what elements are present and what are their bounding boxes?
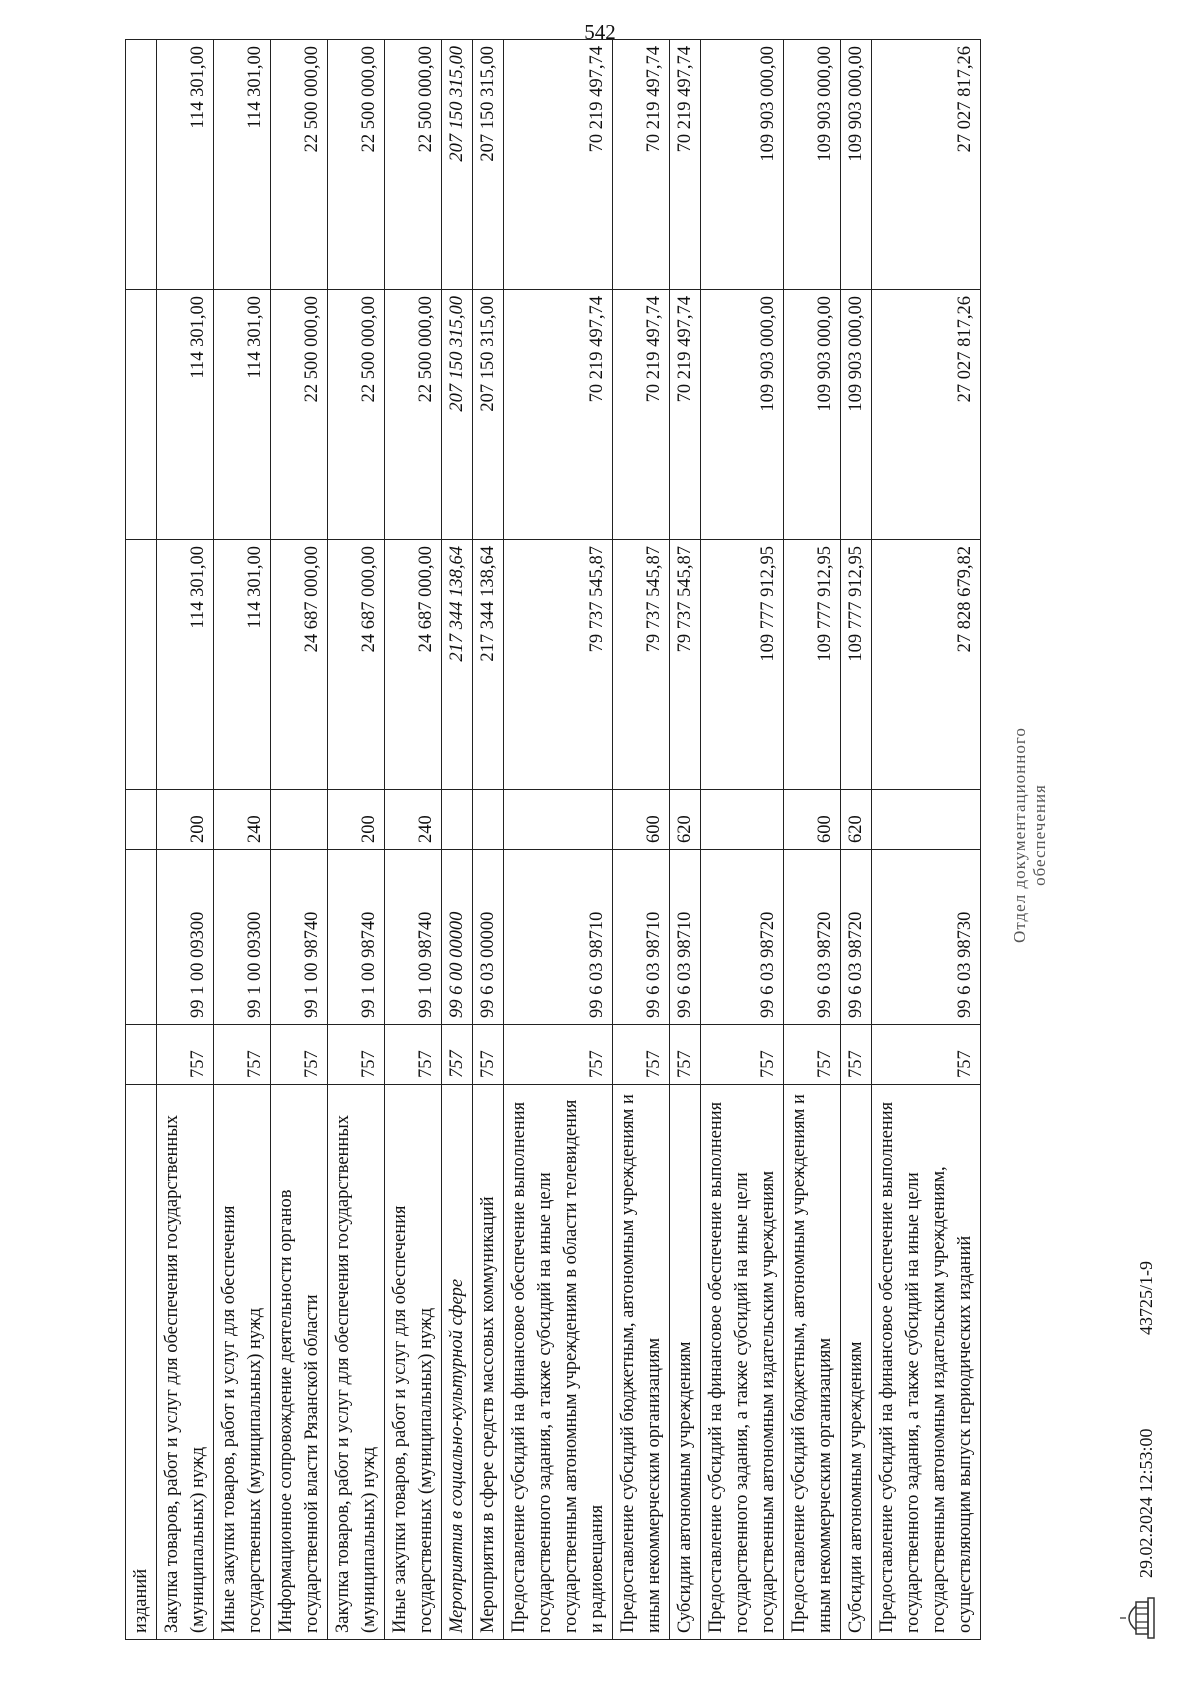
- cell-expense-type: 200: [328, 790, 385, 850]
- table-row: [473, 40, 504, 1640]
- table-row: [157, 40, 214, 1640]
- duma-logo-icon: [1118, 1596, 1158, 1640]
- cell-name: Информационное сопровождение деятельности органов государственной власти Рязанской области: [271, 1085, 328, 1640]
- table-row: [126, 40, 157, 1640]
- cell-expense-type: [126, 790, 157, 850]
- table-body: [126, 40, 981, 1640]
- cell-name: Предоставление субсидий на финансовое обеспечение выполнения государственного задания, а также субсидий на иные цели государственным автономным учреждениям в области телевидения и радиовещания: [504, 1085, 613, 1640]
- cell-target-article: 99 1 00 98740: [385, 850, 442, 1025]
- table-row: [214, 40, 271, 1640]
- cell-amount-3: 70 219 497,74: [670, 40, 701, 290]
- table-row: [670, 40, 701, 1640]
- table-row: [271, 40, 328, 1640]
- cell-amount-2: 109 903 000,00: [701, 290, 784, 540]
- cell-target-article: 99 6 03 98730: [872, 850, 981, 1025]
- cell-amount-1: 109 777 912,95: [784, 540, 841, 790]
- cell-target-article: 99 6 00 00000: [442, 850, 473, 1025]
- cell-amount-3: [126, 40, 157, 290]
- cell-name: Мероприятия в сфере средств массовых коммуникаций: [473, 1085, 504, 1640]
- cell-amount-1: [126, 540, 157, 790]
- cell-name: Предоставление субсидий на финансовое обеспечение выполнения государственного задания, а также субсидий на иные цели государственным автономным издательским учреждениям: [701, 1085, 784, 1640]
- cell-amount-3: 207 150 315,00: [442, 40, 473, 290]
- stamp-line-1: Отдел документационного: [1010, 727, 1029, 943]
- cell-amount-3: 27 027 817,26: [872, 40, 981, 290]
- table-row: [701, 40, 784, 1640]
- cell-ministry-code: 757: [214, 1025, 271, 1085]
- table-row: [328, 40, 385, 1640]
- stamp-line-2: обеспечения: [1030, 784, 1049, 886]
- page-number: 542: [584, 20, 616, 44]
- cell-name: Субсидии автономным учреждениям: [841, 1085, 872, 1640]
- cell-name: Субсидии автономным учреждениям: [670, 1085, 701, 1640]
- table-row: [385, 40, 442, 1640]
- cell-expense-type: 240: [385, 790, 442, 850]
- cell-amount-1: 217 344 138,64: [473, 540, 504, 790]
- cell-expense-type: [701, 790, 784, 850]
- cell-amount-1: 24 687 000,00: [328, 540, 385, 790]
- cell-amount-1: 217 344 138,64: [442, 540, 473, 790]
- cell-target-article: 99 6 03 98710: [670, 850, 701, 1025]
- cell-name: Предоставление субсидий бюджетным, автономным учреждениям и иным некоммерческим организациям: [613, 1085, 670, 1640]
- cell-ministry-code: [126, 1025, 157, 1085]
- table-row: [442, 40, 473, 1640]
- cell-amount-1: 109 777 912,95: [701, 540, 784, 790]
- department-stamp: [1010, 645, 1050, 1025]
- cell-amount-3: 207 150 315,00: [473, 40, 504, 290]
- cell-ministry-code: 757: [271, 1025, 328, 1085]
- cell-amount-3: 22 500 000,00: [271, 40, 328, 290]
- cell-target-article: 99 6 03 98710: [613, 850, 670, 1025]
- cell-expense-type: [473, 790, 504, 850]
- cell-amount-2: 207 150 315,00: [473, 290, 504, 540]
- cell-expense-type: [504, 790, 613, 850]
- cell-expense-type: 600: [784, 790, 841, 850]
- cell-amount-1: 79 737 545,87: [504, 540, 613, 790]
- cell-target-article: 99 1 00 09300: [157, 850, 214, 1025]
- cell-amount-3: 109 903 000,00: [701, 40, 784, 290]
- cell-expense-type: 620: [670, 790, 701, 850]
- cell-name: Предоставление субсидий бюджетным, автономным учреждениям и иным некоммерческим организациям: [784, 1085, 841, 1640]
- cell-target-article: 99 6 03 98710: [504, 850, 613, 1025]
- cell-target-article: [126, 850, 157, 1025]
- cell-name: Иные закупки товаров, работ и услуг для обеспечения государственных (муниципальных) нужд: [214, 1085, 271, 1640]
- cell-expense-type: 600: [613, 790, 670, 850]
- cell-amount-1: 109 777 912,95: [841, 540, 872, 790]
- cell-name: Мероприятия в социально-культурной сфере: [442, 1085, 473, 1640]
- cell-ministry-code: 757: [157, 1025, 214, 1085]
- cell-expense-type: 200: [157, 790, 214, 850]
- cell-amount-2: 70 219 497,74: [670, 290, 701, 540]
- cell-amount-3: 109 903 000,00: [841, 40, 872, 290]
- cell-target-article: 99 6 03 00000: [473, 850, 504, 1025]
- cell-expense-type: [271, 790, 328, 850]
- cell-target-article: 99 6 03 98720: [841, 850, 872, 1025]
- cell-ministry-code: 757: [613, 1025, 670, 1085]
- cell-amount-1: 114 301,00: [157, 540, 214, 790]
- table-row: [613, 40, 670, 1640]
- cell-amount-2: 114 301,00: [157, 290, 214, 540]
- cell-amount-2: 22 500 000,00: [271, 290, 328, 540]
- cell-expense-type: 240: [214, 790, 271, 850]
- cell-ministry-code: 757: [701, 1025, 784, 1085]
- cell-amount-2: 109 903 000,00: [784, 290, 841, 540]
- cell-amount-3: 109 903 000,00: [784, 40, 841, 290]
- cell-ministry-code: 757: [670, 1025, 701, 1085]
- table-row: [784, 40, 841, 1640]
- cell-amount-2: 27 027 817,26: [872, 290, 981, 540]
- cell-ministry-code: 757: [328, 1025, 385, 1085]
- cell-target-article: 99 6 03 98720: [784, 850, 841, 1025]
- cell-ministry-code: 757: [841, 1025, 872, 1085]
- cell-amount-2: 109 903 000,00: [841, 290, 872, 540]
- cell-amount-2: [126, 290, 157, 540]
- cell-ministry-code: 757: [385, 1025, 442, 1085]
- footer: [1000, 40, 1170, 1640]
- cell-amount-2: 207 150 315,00: [442, 290, 473, 540]
- cell-amount-1: 79 737 545,87: [613, 540, 670, 790]
- cell-ministry-code: 757: [504, 1025, 613, 1085]
- cell-name: Предоставление субсидий на финансовое обеспечение выполнения государственного задания, а также субсидий на иные цели государственным автономным издательским учреждениям, осуществляющим выпуск периодических изданий: [872, 1085, 981, 1640]
- cell-amount-1: 27 828 679,82: [872, 540, 981, 790]
- cell-expense-type: [872, 790, 981, 850]
- cell-expense-type: [442, 790, 473, 850]
- cell-amount-2: 22 500 000,00: [385, 290, 442, 540]
- cell-expense-type: 620: [841, 790, 872, 850]
- cell-amount-3: 22 500 000,00: [385, 40, 442, 290]
- cell-ministry-code: 757: [473, 1025, 504, 1085]
- cell-name: изданий: [126, 1085, 157, 1640]
- cell-amount-3: 70 219 497,74: [504, 40, 613, 290]
- cell-ministry-code: 757: [442, 1025, 473, 1085]
- cell-amount-3: 22 500 000,00: [328, 40, 385, 290]
- cell-amount-3: 114 301,00: [157, 40, 214, 290]
- cell-ministry-code: 757: [872, 1025, 981, 1085]
- cell-name: Иные закупки товаров, работ и услуг для обеспечения государственных (муниципальных) нужд: [385, 1085, 442, 1640]
- cell-amount-1: 24 687 000,00: [385, 540, 442, 790]
- cell-amount-2: 70 219 497,74: [504, 290, 613, 540]
- cell-amount-2: 22 500 000,00: [328, 290, 385, 540]
- cell-amount-3: 70 219 497,74: [613, 40, 670, 290]
- cell-amount-3: 114 301,00: [214, 40, 271, 290]
- cell-amount-1: 24 687 000,00: [271, 540, 328, 790]
- cell-amount-1: 79 737 545,87: [670, 540, 701, 790]
- cell-target-article: 99 1 00 09300: [214, 850, 271, 1025]
- cell-target-article: 99 1 00 98740: [271, 850, 328, 1025]
- cell-amount-1: 114 301,00: [214, 540, 271, 790]
- footer-datetime: 29.02.2024 12:53:00: [1136, 1428, 1156, 1578]
- cell-amount-2: 70 219 497,74: [613, 290, 670, 540]
- cell-name: Закупка товаров, работ и услуг для обеспечения государственных (муниципальных) нужд: [328, 1085, 385, 1640]
- table-row: [504, 40, 613, 1640]
- budget-table: [125, 39, 981, 1640]
- table-row: [841, 40, 872, 1640]
- cell-target-article: 99 6 03 98720: [701, 850, 784, 1025]
- cell-name: Закупка товаров, работ и услуг для обеспечения государственных (муниципальных) нужд: [157, 1085, 214, 1640]
- cell-ministry-code: 757: [784, 1025, 841, 1085]
- table-row: [872, 40, 981, 1640]
- footer-doc-number: 43725/1-9: [1136, 1261, 1156, 1335]
- cell-amount-2: 114 301,00: [214, 290, 271, 540]
- cell-target-article: 99 1 00 98740: [328, 850, 385, 1025]
